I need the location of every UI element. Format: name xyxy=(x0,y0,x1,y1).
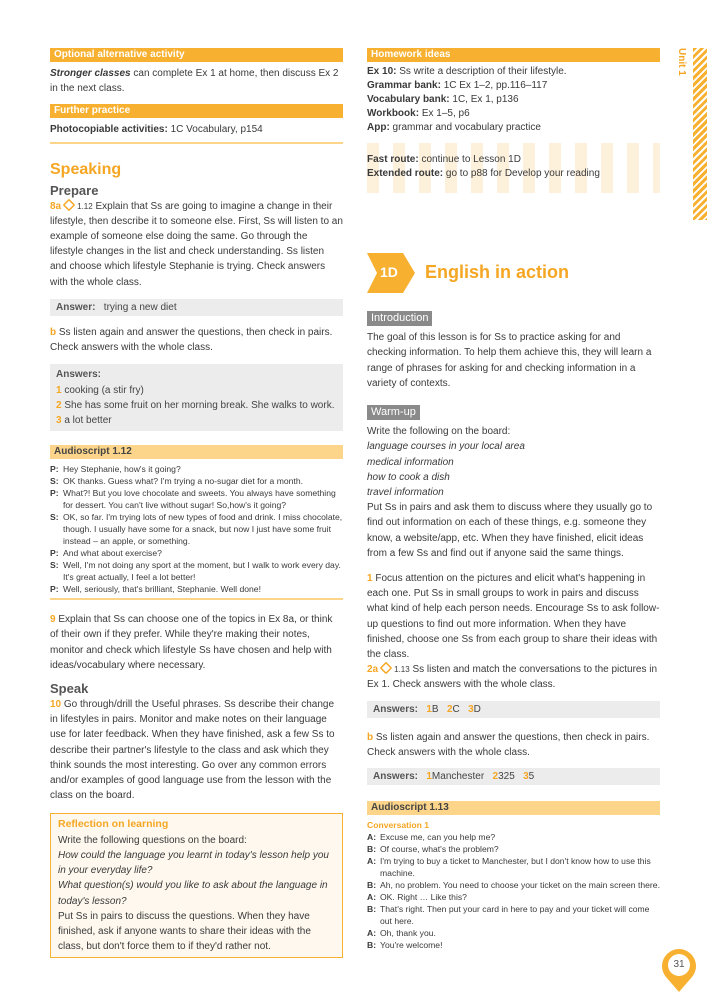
conversation-title: Conversation 1 xyxy=(367,820,430,831)
answer-item xyxy=(56,413,337,428)
right-column xyxy=(367,48,660,951)
exercise-10 xyxy=(50,697,343,803)
num: 10 xyxy=(50,699,62,711)
exercise-8b xyxy=(50,325,343,355)
optional-text xyxy=(50,66,343,96)
warmup-section xyxy=(367,405,660,561)
answers-box: Answers: 1B 2C 3D xyxy=(367,701,660,718)
answer-item xyxy=(56,383,337,398)
speaking-heading: Speaking xyxy=(50,160,122,178)
text: Explain that Ss are going to imagine a change in their lifestyle, then describe it to someone else. First, Ss will listen to an example of someone else doing the same. Go through the lifestyle changes in the list and check understanding. Ss listen and choose which lifestyle Stephanie is trying. Check answers with the whole class. xyxy=(50,200,343,288)
board-item: language courses in your local area xyxy=(367,441,525,453)
reflection-box xyxy=(50,813,343,958)
section-bar: Homework ideas xyxy=(367,48,660,62)
board-item: travel information xyxy=(367,487,444,499)
script-line: B: Ah, no problem. You need to choose your ticket on the main screen there. xyxy=(367,880,660,891)
text: can complete Ex 1 at home, then discuss Ex 2 in the next class. xyxy=(50,68,339,95)
audioscript-1-12 xyxy=(50,445,343,600)
question: How could the language you learnt in today's lesson help you in your everyday life? xyxy=(58,849,329,877)
script-line: S: OK, so far. I'm trying lots of new types of food and drink. I miss chocolate, though. I usually have some for a snack, but now I just have some fruit instead – an apple, or something. xyxy=(50,512,343,547)
introduction-section xyxy=(367,311,660,391)
label: Photocopiable activities: xyxy=(50,124,168,136)
question: What question(s) would you like to ask about the language in today's lesson? xyxy=(58,880,328,907)
text: Put Ss in pairs and ask them to discuss where they usually go to find out information on each of these things, e.g. someone they know, a website/app, etc. When they have finished, elicit ideas from a few Ss and find out if anyone said the same things. xyxy=(367,502,653,559)
exercise-2a: 2a 1.13 Ss listen and match the conversations to the pictures in Ex 1. Check answers with the whole class. xyxy=(367,662,660,692)
script-line: B: That's right. Then put your card in here to pay and your ticket will come out here. xyxy=(367,904,650,927)
speak-heading: Speak xyxy=(50,681,89,697)
text: The goal of this lesson is for Ss to practice asking for and checking information. To help them achieve this, they will learn a range of phrases for asking for and checking information in a variety of contexts. xyxy=(367,332,652,389)
unit-tab-stripes xyxy=(693,48,707,220)
intro: Write the following questions on the board: xyxy=(58,834,247,846)
lead: Stronger classes xyxy=(50,68,131,79)
answers-box: Answers: 1Manchester 2325 35 xyxy=(367,768,660,785)
script-line: P: Hey Stephanie, how's it going? xyxy=(50,464,181,475)
text: cooking (a stir fry) xyxy=(64,384,144,396)
answer-box xyxy=(50,299,343,316)
script-line: B: Of course, what's the problem? xyxy=(367,844,499,855)
prepare-heading: Prepare xyxy=(50,182,99,198)
text: Put Ss in pairs to discuss the questions. When they have finished, ask if anyone wants to share their ideas with the class, but don't force them to if they'd rather not. xyxy=(58,910,311,953)
script-line: A: Oh, thank you. xyxy=(367,928,436,939)
audioscript-title: Audioscript 1.12 xyxy=(50,445,343,459)
text: Go through/drill the Useful phrases. Ss describe their change in lifestyles in pairs. Monitor and make notes on their language use for later feedback. When they have finished, ask a few Ss to describe their partner's lifestyle to the class and ask which they think sounds the most interesting. Go over any common errors and/or examples of good language use from the lesson with the class on the board. xyxy=(50,699,335,802)
page-number: 31 xyxy=(673,959,685,970)
homework-ideas xyxy=(367,48,660,135)
script-line: P: And what about exercise? xyxy=(50,548,162,559)
audioscript-1-13 xyxy=(367,801,660,951)
text: trying a new diet xyxy=(103,301,177,313)
script-line: P: What?! But you love chocolate and sweets. You always have something for dessert. You can't live without sugar! So,how's it going? xyxy=(50,488,336,511)
section-label: Warm-up xyxy=(367,405,420,420)
script-line: S: Well, I'm not doing any sport at the moment, but I walk to work every day. It's great actually, I feel a lot better! xyxy=(50,560,341,583)
homework-item: App: grammar and vocabulary practice xyxy=(367,122,541,133)
reflection-title: Reflection on learning xyxy=(58,818,169,831)
script-line: S: OK thanks. Guess what? I'm trying a no-sugar diet for a month. xyxy=(50,476,303,487)
script-line: A: Excuse me, can you help me? xyxy=(367,832,496,843)
num: b xyxy=(50,327,57,339)
section-bar: Optional alternative activity xyxy=(50,48,343,62)
audioscript-title: Audioscript 1.13 xyxy=(367,801,660,815)
section-label: Introduction xyxy=(367,311,432,326)
homework-item: Vocabulary bank: 1C, Ex 1, p136 xyxy=(367,94,519,105)
text: a lot better xyxy=(64,415,112,427)
exercise-1: 1 Focus attention on the pictures and elicit what's happening in each one. Put Ss in small groups to work in pairs and discuss what kind of help each person needs. Encourage Ss to ask follow-up questions to find out more information. When they have finished, choose one Ss from each group to share their ideas with the class. xyxy=(367,573,660,661)
homework-item: Grammar bank: 1C Ex 1–2, pp.116–117 xyxy=(367,80,548,91)
homework-item: Workbook: Ex 1–5, p6 xyxy=(367,108,470,119)
text: Explain that Ss can choose one of the topics in Ex 8a, or think of their own if they prefer. While they're making their notes, monitor and check which lifestyle Ss have chosen and help with ideas/vocabulary where necessary. xyxy=(50,614,333,671)
left-column xyxy=(50,48,343,958)
num: 1 xyxy=(56,384,62,396)
unit-tab-label: Unit 1 xyxy=(676,48,688,76)
section-bar: Further practice xyxy=(50,104,343,118)
extended-route: Extended route: go to p88 for Develop your reading xyxy=(367,168,600,179)
track: 1.12 xyxy=(77,201,93,211)
lesson-badge: 1D xyxy=(380,264,398,280)
label: Answer: xyxy=(56,301,96,313)
exercise-2b: b Ss listen again and answer the questions, then check in pairs. Check answers with the whole class. xyxy=(367,731,650,759)
num: 3 xyxy=(56,415,62,427)
text: 1C Vocabulary, p154 xyxy=(167,124,263,136)
script-line: B: You're welcome! xyxy=(367,940,443,951)
routes xyxy=(367,143,660,193)
speaker-icon xyxy=(63,198,76,211)
homework-item: Ex 10: Ss write a description of their lifestyle. xyxy=(367,66,567,77)
script-line: A: OK. Right … Like this? xyxy=(367,892,467,903)
answer-item xyxy=(56,398,337,413)
text: She has some fruit on her morning break. She walks to work. xyxy=(64,399,335,411)
lesson-header xyxy=(367,253,660,293)
speaker-icon xyxy=(380,662,393,675)
num: 9 xyxy=(50,614,56,626)
further-text xyxy=(50,122,343,137)
lesson-title: English in action xyxy=(425,262,570,282)
script-line: A: I'm trying to buy a ticket to Manchester, but I don't know how to use this machine. xyxy=(367,856,651,879)
script-line: P: Well, seriously, that's brilliant, Stephanie. Well done! xyxy=(50,584,261,595)
board-item: medical information xyxy=(367,456,454,468)
label: Answers: xyxy=(56,369,102,381)
num: 2 xyxy=(56,399,62,411)
answers-box xyxy=(50,364,343,431)
text: Ss listen again and answer the questions, then check in pairs. Check answers with the whole class. xyxy=(50,327,333,354)
exercise-8a xyxy=(50,199,343,290)
intro: Write the following on the board: xyxy=(367,426,511,438)
fast-route: Fast route: continue to Lesson 1D xyxy=(367,154,521,165)
further-practice xyxy=(50,104,343,143)
num: 8a xyxy=(50,200,62,212)
exercise-9 xyxy=(50,612,343,673)
board-item: how to cook a dish xyxy=(367,471,450,483)
optional-activity xyxy=(50,48,343,96)
